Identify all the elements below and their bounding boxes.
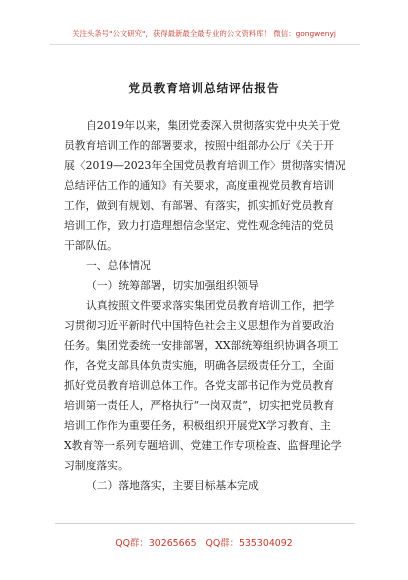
document-body bbox=[64, 116, 349, 496]
body-line: 任务。集团党委统一安排部署，XX部统筹组织协调各项工 bbox=[64, 339, 339, 352]
qq-number-2: 535304092 bbox=[239, 538, 293, 549]
body-line: 习制度落实。 bbox=[64, 459, 129, 472]
body-line: 习贯彻习近平新时代中国特色社会主义思想作为首要政治 bbox=[64, 319, 334, 332]
body-line: 展〈2019—2023年全国党员教育培训工作〉贯彻落实情况 bbox=[64, 159, 346, 172]
body-line: 培训工作，致力打造理想信念坚定、党性观念纯洁的党员 bbox=[64, 219, 334, 232]
footer-divider bbox=[55, 523, 355, 524]
body-line: 抓好党员教育培训总体工作。各党支部书记作为党员教育 bbox=[64, 379, 334, 392]
body-line: 作，各党支部具体负责实施，明确各层级责任分工，全面 bbox=[64, 359, 334, 372]
body-line: 自2019年以来，集团党委深入贯彻落实党中央关于党 bbox=[86, 119, 341, 132]
header-divider bbox=[50, 44, 360, 45]
body-line: 培训第一责任人，严格执行“一岗双责”，切实把党员教育 bbox=[64, 399, 335, 412]
body-line: （二）落地落实，主要目标基本完成 bbox=[86, 479, 259, 492]
body-line: 总结评估工作的通知》有关要求，高度重视党员教育培训 bbox=[64, 179, 334, 192]
body-line: 一、总体情况 bbox=[86, 259, 151, 272]
header-banner: 关注头条号"公文研究"，获得最新最全最专业的公文资料库！ 微信：gongwenyj bbox=[72, 29, 336, 38]
body-line: 员教育培训工作的部署要求，按照中组部办公厅《关于开 bbox=[64, 139, 334, 152]
body-line: 工作，做到有规划、有部署、有落实，抓实抓好党员教育 bbox=[64, 199, 334, 212]
footer-contact bbox=[0, 535, 408, 549]
body-line: X教育等一系列专题培训、党建工作专项检查、监督理论学 bbox=[64, 439, 342, 452]
qq-label-2: QQ群： bbox=[205, 538, 239, 549]
body-line: 培训工作作为重要任务，积极组织开展党X学习教育、主 bbox=[64, 419, 331, 432]
document-title: 党员教育培训总结评估报告 bbox=[128, 81, 280, 95]
qq-label-1: QQ群： bbox=[115, 538, 149, 549]
body-line: （一）统筹部署，切实加强组织领导 bbox=[86, 279, 259, 292]
qq-number-1: 30265665 bbox=[148, 538, 197, 549]
body-line: 认真按照文件要求落实集团党员教育培训工作，把学 bbox=[86, 299, 335, 312]
body-line: 干部队伍。 bbox=[64, 239, 118, 252]
